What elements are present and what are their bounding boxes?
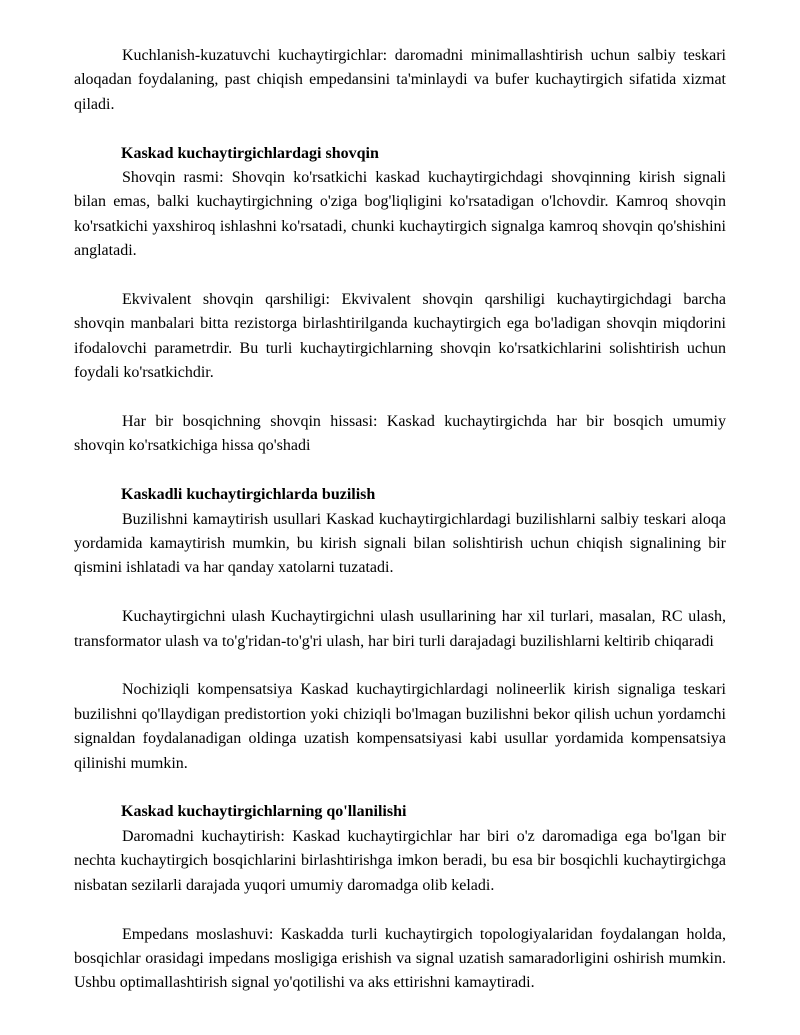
paragraph-amplifier-coupling: Kuchaytirgichni ulash Kuchaytirgichni ulash usullarining har xil turlari, masalan, RC ulash, transformator ulash va to'g'ridan-to'g'ri ulash, har biri turli darajadagi buzilishlarni keltirib chiqaradi: [74, 608, 726, 650]
paragraph-gain-amplification: Daromadni kuchaytirish: Kaskad kuchaytirgichlar har biri o'z daromadiga ega bo'lgan bir nechta kuchaytirgich bosqichlarini birlashtirishga imkon beradi, bu esa bir bosqichli kuchaytirgichga nisbatan sezilarli darajada yuqori umumiy daromadga olib keladi.: [74, 827, 726, 894]
paragraph-noise-figure: Shovqin rasmi: Shovqin ko'rsatkichi kaskad kuchaytirgichdagi shovqinning kirish signali bilan emas, balki kuchaytirgichning o'ziga bog'liqligini ko'rsatadigan o'lchovdir. Kamroq shovqin ko'rsatkichi yaxshiroq ishlashni ko'rsatadi, chunki kuchaytirgich signalga kamroq shovqin qo'shishini anglatadi.: [74, 169, 726, 260]
paragraph-equivalent-noise-resistance: Ekvivalent shovqin qarshiligi: Ekvivalent shovqin qarshiligi kuchaytirgichdagi barcha shovqin manbalari bitta rezistorga birlashtirilganda kuchaytirgich ega bo'ladigan shovqin miqdorini ifodalovchi parametrdir. Bu turli kuchaytirgichlarning shovqin ko'rsatkichlarini solishtirish uchun foydali ko'rsatkichdir.: [74, 291, 726, 382]
heading-noise: Kaskad kuchaytirgichlardagi shovqin: [121, 144, 379, 162]
spacer: [74, 581, 726, 605]
paragraph-impedance-matching: Empedans moslashuvi: Kaskadda turli kuchaytirgich topologiyalaridan foydalangan holda, bosqichlar orasidagi impedans mosligiga erishish va signal uzatish samaradorligini oshirish mumkin. Ushbu optimallashtirish signal yo'qotilishi va aks ettirishni kamaytiradi.: [74, 925, 726, 992]
spacer: [74, 654, 726, 678]
spacer: [74, 386, 726, 410]
paragraph-nonlinear-compensation: Nochiziqli kompensatsiya Kaskad kuchaytirgichlardagi nolineerlik kirish signaliga teskari buzilishni qo'llaydigan predistortion yoki chiziqli bo'lmagan buzilishni bekor qilish uchun yordamchi signaldan foydalanadigan oldinga uzatish kompensatsiyasi kabi usullar yordamida kompensatsiya qilinishi mumkin.: [74, 681, 726, 772]
spacer: [74, 459, 726, 483]
spacer: [74, 898, 726, 922]
spacer: [74, 264, 726, 288]
spacer: [74, 776, 726, 800]
heading-distortion: Kaskadli kuchaytirgichlarda buzilish: [121, 486, 376, 504]
spacer: [74, 117, 726, 141]
paragraph-stage-noise-contribution: Har bir bosqichning shovqin hissasi: Kaskad kuchaytirgichda har bir bosqich umumiy shovqin ko'rsatkichiga hissa qo'shadi: [74, 413, 726, 455]
paragraph-voltage-follower: Kuchlanish-kuzatuvchi kuchaytirgichlar: daromadni minimallashtirish uchun salbiy teskari aloqadan foydalaning, past chiqish empedansini ta'minlaydi va bufer kuchaytirgich sifatida xizmat qiladi.: [74, 47, 726, 113]
paragraph-distortion-reduction: Buzilishni kamaytirish usullari Kaskad kuchaytirgichlardagi buzilishlarni salbiy teskari aloqa yordamida kamaytirish mumkin, bu kirish signali bilan solishtirish uchun chiqish signalining bir qismini ishlatadi va har qanday xatolarni tuzatadi.: [74, 510, 726, 577]
document-page: [74, 44, 726, 996]
heading-applications: Kaskad kuchaytirgichlarning qo'llanilishi: [121, 803, 407, 821]
